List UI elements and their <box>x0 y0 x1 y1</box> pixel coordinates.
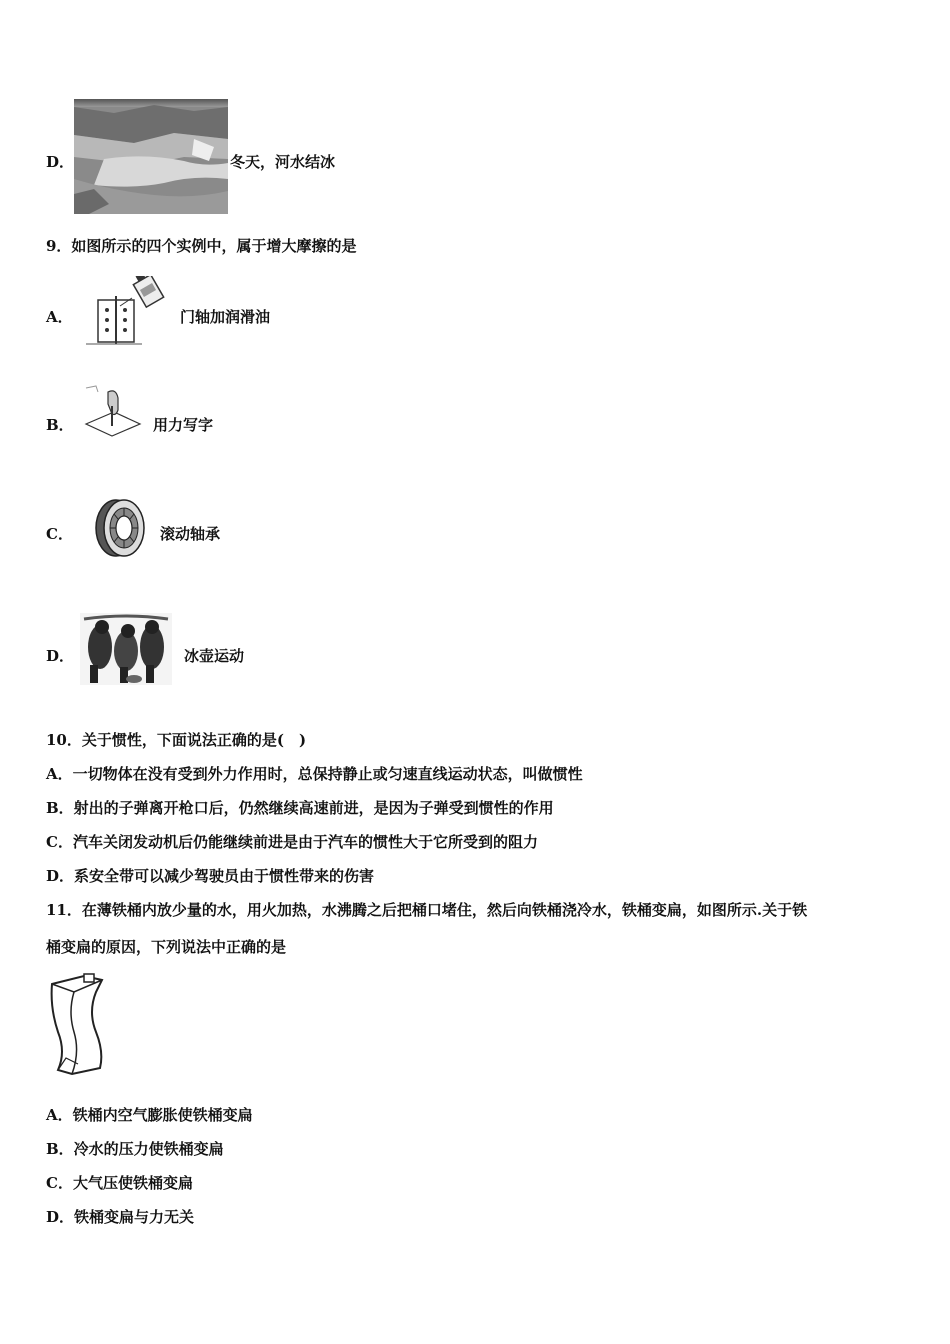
rolling-bearing-figure <box>90 496 152 560</box>
door-hinge-oil-figure <box>82 276 170 346</box>
q11-option-a: A．铁桶内空气膨胀使铁桶变扁 <box>46 1106 253 1124</box>
q9-option-b-text: 用力写字 <box>153 416 214 434</box>
q9-option-c-label: C． <box>46 525 73 543</box>
q9-option-b-label: B． <box>46 416 74 434</box>
q10-stem: 10．关于惯性，下面说法正确的是( ) <box>46 731 307 749</box>
curling-sport-photo <box>80 613 172 685</box>
crushed-iron-can-figure <box>44 972 116 1078</box>
q11-option-c: C．大气压使铁桶变扁 <box>46 1174 193 1192</box>
q11-option-b: B．冷水的压力使铁桶变扁 <box>46 1140 224 1158</box>
frozen-river-photo <box>74 99 228 214</box>
q9-option-a-text: 门轴加润滑油 <box>180 308 271 326</box>
q10-option-a: A．一切物体在没有受到外力作用时，总保持静止或匀速直线运动状态，叫做惯性 <box>46 765 583 783</box>
q10-option-c: C．汽车关闭发动机后仍能继续前进是由于汽车的惯性大于它所受到的阻力 <box>46 833 538 851</box>
q9-option-c-text: 滚动轴承 <box>160 525 221 543</box>
q9-option-a-label: A． <box>46 308 73 326</box>
q11-stem-line1: 11．在薄铁桶内放少量的水，用火加热，水沸腾之后把桶口堵住，然后向铁桶浇冷水，铁桶变扁，如图所示.关于铁 <box>46 901 808 919</box>
q8-option-d-text: 冬天，河水结冰 <box>230 153 336 171</box>
q9-option-d-label: D． <box>46 647 75 665</box>
q10-option-b: B．射出的子弹离开枪口后，仍然继续高速前进，是因为子弹受到惯性的作用 <box>46 799 554 817</box>
q9-stem: 9．如图所示的四个实例中，属于增大摩擦的是 <box>46 237 357 255</box>
writing-hand-figure <box>82 384 144 440</box>
q11-stem-line2: 桶变扁的原因，下列说法中正确的是 <box>46 938 287 956</box>
q10-option-d: D．系安全带可以减少驾驶员由于惯性带来的伤害 <box>46 867 375 885</box>
q11-option-d: D．铁桶变扁与力无关 <box>46 1208 195 1226</box>
q8-option-d-label: D． <box>46 153 75 171</box>
q9-option-d-text: 冰壶运动 <box>184 647 245 665</box>
